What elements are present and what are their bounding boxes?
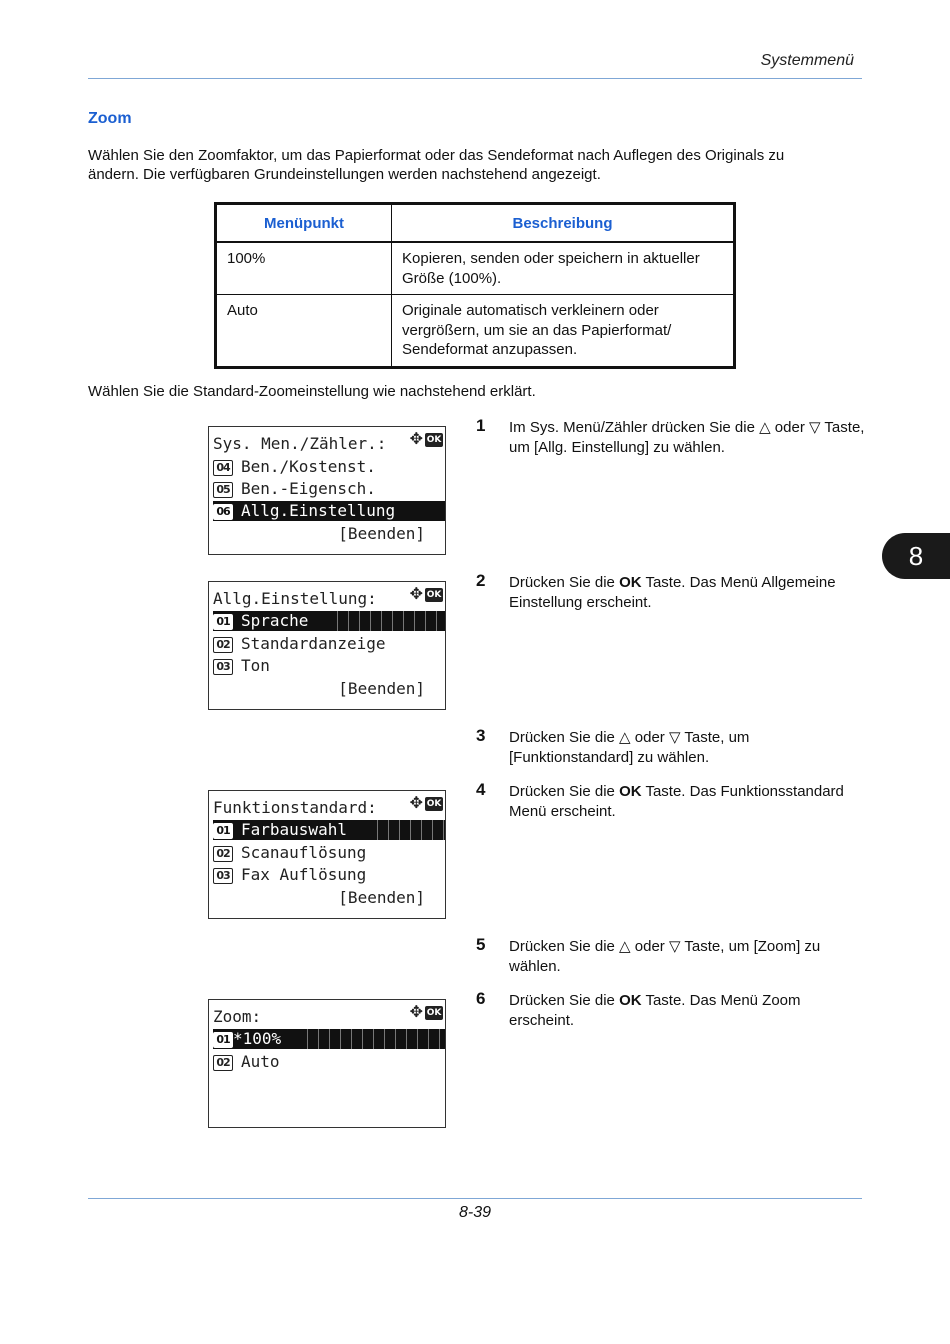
four-way-arrow-icon: ✥ bbox=[409, 1002, 423, 1021]
lcd-item-label: Farbauswahl bbox=[241, 820, 347, 839]
step-key-label: OK bbox=[619, 574, 642, 591]
instruction-text: Wählen Sie die Standard-Zoomeinstellung wie nachstehend erklärt. bbox=[88, 383, 536, 400]
lcd-footer: [Beenden] bbox=[338, 524, 425, 543]
step-text-part: Taste. Das Funktionsstandard Menü erscheint. bbox=[509, 783, 844, 820]
item-number-badge: 06 bbox=[213, 504, 233, 520]
table-row bbox=[216, 295, 735, 368]
table-header-row bbox=[216, 204, 735, 243]
page-number: 8-39 bbox=[458, 1204, 492, 1221]
lcd-item-label: *100% bbox=[233, 1029, 282, 1048]
item-number-badge: 02 bbox=[213, 1055, 233, 1071]
item-number-badge: 04 bbox=[213, 460, 233, 476]
lcd-screen-general-settings bbox=[208, 581, 446, 710]
table-header-item: Menüpunkt bbox=[216, 204, 392, 243]
step-text bbox=[509, 937, 869, 976]
lcd-menu-item-selected bbox=[213, 820, 445, 840]
intro-paragraph bbox=[88, 146, 784, 184]
lcd-menu-item bbox=[213, 479, 445, 499]
header-rule bbox=[88, 78, 862, 79]
options-table bbox=[214, 202, 736, 369]
lcd-item-label: Ben./Kostenst. bbox=[241, 457, 376, 476]
item-number-badge: 02 bbox=[213, 846, 233, 862]
running-header: Systemmenü bbox=[760, 52, 854, 69]
lcd-screen-system-menu bbox=[208, 426, 446, 555]
step-number: 1 bbox=[476, 416, 486, 435]
step-text-part: Taste. Das Menü Allgemeine Einstellung erscheint. bbox=[509, 574, 836, 611]
table-cell-description: Originale automatisch verkleinern oder vergrößern, um sie an das Papierformat/ Sendeformat anzupassen. bbox=[392, 295, 735, 368]
ok-icon: OK bbox=[426, 799, 442, 809]
lcd-menu-item bbox=[213, 865, 445, 885]
step-number: 2 bbox=[476, 571, 486, 590]
lcd-menu-item bbox=[213, 843, 445, 863]
footer-rule bbox=[88, 1198, 862, 1199]
lcd-title: Allg.Einstellung: bbox=[213, 589, 377, 608]
step-text-part: Taste. Das Menü Zoom erscheint. bbox=[509, 992, 801, 1029]
lcd-footer: [Beenden] bbox=[338, 888, 425, 907]
lcd-item-label: Allg.Einstellung bbox=[241, 501, 396, 520]
item-number-badge: 03 bbox=[213, 868, 233, 884]
lcd-menu-item-selected bbox=[213, 1029, 445, 1049]
lcd-footer: [Beenden] bbox=[338, 679, 425, 698]
step-text bbox=[509, 728, 869, 767]
section-title: Zoom bbox=[88, 110, 132, 127]
lcd-menu-item-selected bbox=[213, 611, 445, 631]
lcd-menu-item-selected bbox=[213, 501, 445, 521]
four-way-arrow-icon: ✥ bbox=[409, 429, 423, 448]
item-number-badge: 01 bbox=[213, 1032, 233, 1048]
lcd-item-label: Scanauflösung bbox=[241, 843, 367, 862]
lcd-item-label: Standardanzeige bbox=[241, 634, 386, 653]
ok-icon: OK bbox=[426, 1008, 442, 1018]
step-text bbox=[509, 418, 869, 457]
table-cell-description: Kopieren, senden oder speichern in aktueller Größe (100%). bbox=[392, 242, 735, 295]
lcd-item-label: Ton bbox=[241, 656, 270, 675]
step-number: 5 bbox=[476, 935, 486, 954]
step-text bbox=[509, 573, 869, 612]
lcd-title: Zoom: bbox=[213, 1007, 262, 1026]
step-text-part: Drücken Sie die △ oder ▽ Taste, um [Funktionstandard] zu wählen. bbox=[509, 729, 750, 766]
intro-line-2: ändern. Die verfügbaren Grundeinstellungen werden nachstehend angezeigt. bbox=[88, 166, 601, 183]
lcd-item-label: Auto bbox=[241, 1052, 280, 1071]
lcd-item-label: Fax Auflösung bbox=[241, 865, 367, 884]
table-row bbox=[216, 242, 735, 295]
lcd-item-label: Sprache bbox=[241, 611, 309, 630]
intro-line-1: Wählen Sie den Zoomfaktor, um das Papierformat oder das Sendeformat nach Auflegen des Originals zu bbox=[88, 147, 785, 164]
lcd-title: Funktionstandard: bbox=[213, 798, 377, 817]
chapter-tab: 8 bbox=[882, 533, 950, 579]
item-number-badge: 01 bbox=[213, 823, 233, 839]
ok-icon: OK bbox=[426, 435, 442, 445]
step-number: 3 bbox=[476, 726, 486, 745]
lcd-menu-item bbox=[213, 634, 445, 654]
lcd-menu-item bbox=[213, 656, 445, 676]
item-number-badge: 03 bbox=[213, 659, 233, 675]
lcd-item-label: Ben.-Eigensch. bbox=[241, 479, 376, 498]
step-number: 4 bbox=[476, 780, 486, 799]
item-number-badge: 01 bbox=[213, 614, 233, 630]
table-header-description: Beschreibung bbox=[392, 204, 735, 243]
step-key-label: OK bbox=[619, 992, 642, 1009]
item-number-badge: 02 bbox=[213, 637, 233, 653]
step-text-part: Im Sys. Menü/Zähler drücken Sie die △ oder ▽ Taste, um [Allg. Einstellung] zu wählen. bbox=[509, 419, 865, 456]
lcd-menu-item bbox=[213, 457, 445, 477]
lcd-menu-item bbox=[213, 1052, 445, 1072]
lcd-screen-zoom bbox=[208, 999, 446, 1128]
step-text-part: Drücken Sie die bbox=[509, 574, 620, 591]
four-way-arrow-icon: ✥ bbox=[409, 584, 423, 603]
step-key-label: OK bbox=[619, 783, 642, 800]
step-text bbox=[509, 991, 869, 1030]
table-cell-item: Auto bbox=[216, 295, 392, 368]
step-text-part: Drücken Sie die bbox=[509, 783, 620, 800]
step-text bbox=[509, 782, 869, 821]
item-number-badge: 05 bbox=[213, 482, 233, 498]
ok-icon: OK bbox=[426, 590, 442, 600]
step-text-part: Drücken Sie die △ oder ▽ Taste, um [Zoom] zu wählen. bbox=[509, 938, 821, 975]
table-cell-item: 100% bbox=[216, 242, 392, 295]
step-text-part: Drücken Sie die bbox=[509, 992, 620, 1009]
four-way-arrow-icon: ✥ bbox=[409, 793, 423, 812]
lcd-title: Sys. Men./Zähler.: bbox=[213, 434, 387, 453]
step-number: 6 bbox=[476, 989, 486, 1008]
lcd-screen-function-default bbox=[208, 790, 446, 919]
